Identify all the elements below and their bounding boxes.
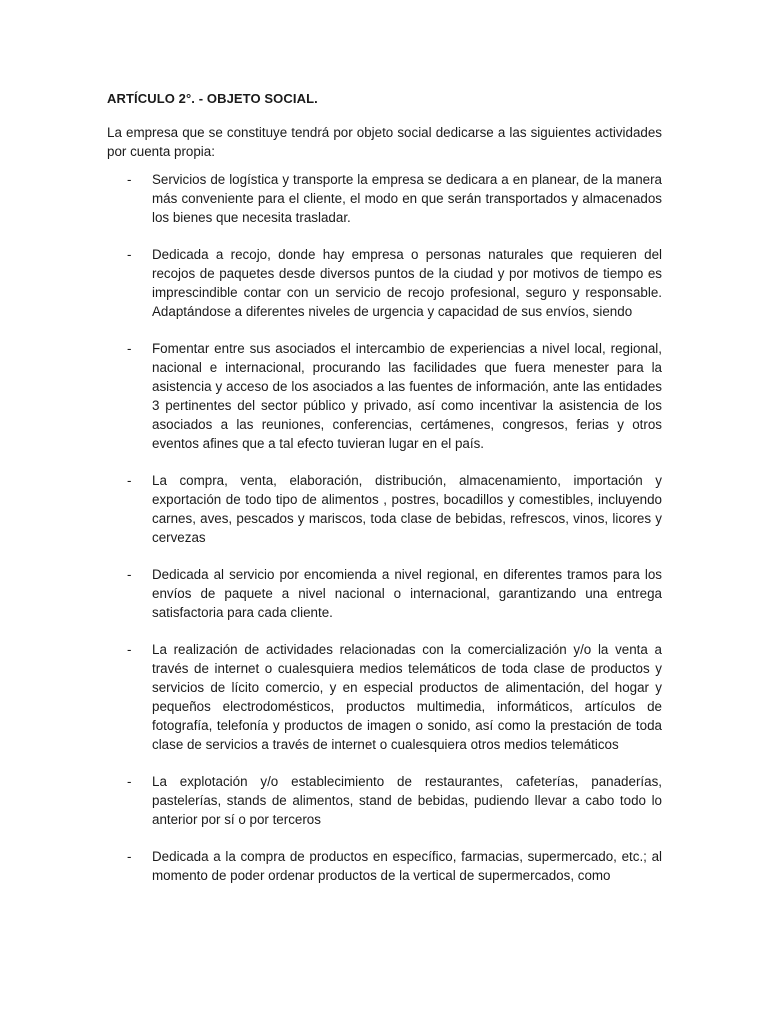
bullet-dash: - xyxy=(127,774,132,789)
list-item-text: Fomentar entre sus asociados el intercambio de experiencias a nivel local, regional, nacional e internacional, procurando las facilidades que fuera menester para la asistencia y acceso de los asociados a las fuentes de información, ante las entidades 3 pertinentes del sector público y privado, así como incentivar la asistencia de los asociados a las reuniones, conferencias, certámenes, congresos, ferias y otros eventos afines que a tal efecto tuvieran lugar en el país. xyxy=(152,341,662,451)
list-item xyxy=(107,847,662,885)
bullet-dash: - xyxy=(127,341,132,356)
list-item-text: La explotación y/o establecimiento de restaurantes, cafeterías, panaderías, pastelerías, stands de alimentos, stand de bebidas, pudiendo llevar a cabo todo lo anterior por sí o por terceros xyxy=(152,774,662,827)
list-item xyxy=(107,170,662,227)
article-title: ARTÍCULO 2°. - OBJETO SOCIAL. xyxy=(107,91,318,106)
list-item-text: Dedicada a recojo, donde hay empresa o personas naturales que requieren del recojos de paquetes desde diversos puntos de la ciudad y por motivos de tiempo es imprescindible contar con un servicio de recojo profesional, seguro y responsable. Adaptándose a diferentes niveles de urgencia y capacidad de sus envíos, siendo xyxy=(152,247,662,319)
list-item-text: La realización de actividades relacionadas con la comercialización y/o la venta a través de internet o cualesquiera medios telemáticos de toda clase de productos y servicios de lícito comercio, y en especial productos de alimentación, del hogar y pequeños electrodomésticos, productos multimedia, informáticos, artículos de fotografía, telefonía y productos de imagen o sonido, así como la prestación de toda clase de servicios a través de internet o cualesquiera otros medios telemáticos xyxy=(152,642,662,752)
bullet-dash: - xyxy=(127,849,132,864)
list-item xyxy=(107,471,662,547)
bullet-dash: - xyxy=(127,473,132,488)
activities-list xyxy=(107,170,662,885)
bullet-dash: - xyxy=(127,567,132,582)
bullet-dash: - xyxy=(127,172,132,187)
list-item-text: Dedicada a la compra de productos en específico, farmacias, supermercado, etc.; al momento de poder ordenar productos de la vertical de supermercados, como xyxy=(152,849,662,883)
intro-paragraph: La empresa que se constituye tendrá por objeto social dedicarse a las siguientes actividades por cuenta propia: xyxy=(107,125,662,159)
bullet-dash: - xyxy=(127,247,132,262)
list-item xyxy=(107,640,662,754)
document-page xyxy=(107,90,662,903)
list-item xyxy=(107,772,662,829)
list-item xyxy=(107,339,662,453)
list-item xyxy=(107,245,662,321)
list-item-text: Dedicada al servicio por encomienda a nivel regional, en diferentes tramos para los envíos de paquete a nivel nacional o internacional, garantizando una entrega satisfactoria para cada cliente. xyxy=(152,567,662,620)
list-item xyxy=(107,565,662,622)
bullet-dash: - xyxy=(127,642,132,657)
list-item-text: Servicios de logística y transporte la empresa se dedicara a en planear, de la manera más conveniente para el cliente, el modo en que serán transportados y almacenados los bienes que necesita trasladar. xyxy=(152,172,662,225)
list-item-text: La compra, venta, elaboración, distribución, almacenamiento, importación y exportación de todo tipo de alimentos , postres, bocadillos y comestibles, incluyendo carnes, aves, pescados y mariscos, toda clase de bebidas, refrescos, vinos, licores y cervezas xyxy=(152,473,662,545)
